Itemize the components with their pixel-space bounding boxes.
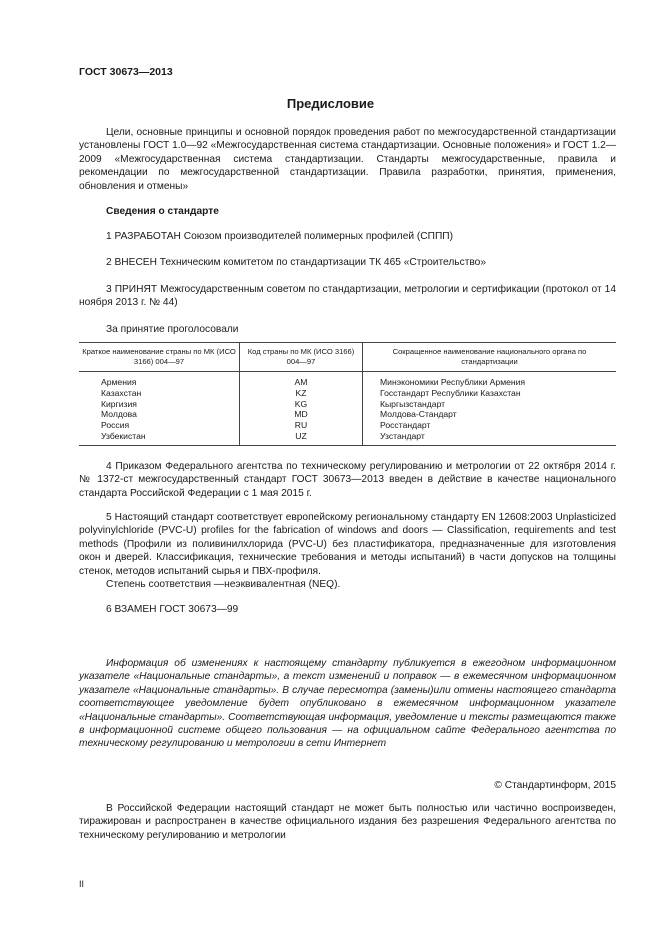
table-row bbox=[79, 399, 616, 410]
copyright-notice: © Стандартинформ, 2015 bbox=[494, 780, 616, 791]
authority-cell: Росстандарт bbox=[363, 420, 617, 431]
item-submitted: 2 ВНЕСЕН Техническим комитетом по стандартизации ТК 465 «Строительство» bbox=[106, 257, 486, 268]
country-cell: Узбекистан bbox=[79, 431, 240, 445]
item-enacted: 4 Приказом Федерального агентства по техническому регулированию и метрологии от 22 октября 2014 г. № 1372-ст межгосударственный стандарт ГОСТ 30673—2013 введен в действие в качестве национального стандарта Российской Федерации с 1 мая 2015 г. bbox=[79, 461, 616, 499]
country-cell: Киргизия bbox=[101, 398, 137, 409]
page-number: II bbox=[79, 879, 85, 889]
item-adopted: 3 ПРИНЯТ Межгосударственным советом по стандартизации, метрологии и сертификации (протокол от 14 ноября 2013 г. № 44) bbox=[79, 284, 616, 309]
doc-code-header: ГОСТ 30673—2013 bbox=[79, 66, 173, 78]
item-developed: 1 РАЗРАБОТАН Союзом производителей полимерных профилей (СППП) bbox=[106, 231, 453, 242]
country-cell: Россия bbox=[101, 420, 130, 431]
vote-table-header bbox=[79, 343, 616, 372]
authority-cell: Кыргызстандарт bbox=[363, 399, 617, 410]
authority-cell: Молдова-Стандарт bbox=[363, 409, 617, 420]
authority-cell: Узстандарт bbox=[363, 431, 617, 445]
conformity-degree: Степень соответствия —неэквивалентная (NEQ). bbox=[106, 579, 341, 591]
code-cell: AM bbox=[240, 372, 363, 388]
authority-cell: Госстандарт Республики Казахстан bbox=[363, 388, 617, 399]
conformity-text: 5 Настоящий стандарт соответствует европейскому региональному стандарту EN 12608:2003 Unplasticized polyvinylchloride (PVC-U) profiles for the fabrication of windows and doors — Classification, requirements and test methods (Профили из поливинилхлорида (PVC-U) без пластификатора, предназначенные для изготовления окон и дверей. Классификация, технические требования и методы испытаний) в части допусков на толщины стенок, методов испытаний сырья и ПВХ-профиля. bbox=[79, 512, 616, 577]
country-cell: Казахстан bbox=[101, 387, 142, 398]
info-heading: Сведения о стандарте bbox=[106, 206, 219, 217]
code-cell: KZ bbox=[240, 388, 363, 399]
vote-table bbox=[79, 342, 616, 446]
header-code: Код страны по МК (ИСО 3166) 004—97 bbox=[240, 343, 363, 372]
code-cell: UZ bbox=[240, 431, 363, 445]
table-row bbox=[79, 409, 616, 420]
header-authority: Сокращенное наименование национального органа по стандартизации bbox=[363, 343, 617, 372]
code-cell: MD bbox=[240, 409, 363, 420]
rights-paragraph: В Российской Федерации настоящий стандарт не может быть полностью или частично воспроизведен, тиражирован и распространен в качестве официального издания без разрешения Федерального агентства по техническому регулированию и метрологии bbox=[79, 803, 616, 841]
vote-intro: За принятие проголосовали bbox=[106, 324, 239, 335]
page-title: Предисловие bbox=[286, 96, 375, 111]
code-cell: KG bbox=[240, 399, 363, 410]
authority-cell: Минэкономики Республики Армения bbox=[363, 372, 617, 388]
changes-info-paragraph: Информация об изменениях к настоящему стандарту публикуется в ежегодном информационном указателе «Национальные стандарты», а текст изменений и поправок — в ежемесячном информационном указателе «Национальные стандарты». В случае пересмотра (замены)или отмены настоящего стандарта соответствующее уведомление будет опубликовано в ежемесячном информационном указателе «Национальные стандарты». Соответствующая информация, уведомление и тексты размещаются также в информационной системе общего пользования — на официальном сайте Федерального агентства по техническому регулированию и метрологии в сети Интернет bbox=[79, 658, 616, 750]
code-cell: RU bbox=[240, 420, 363, 431]
table-row bbox=[79, 431, 616, 445]
intro-paragraph: Цели, основные принципы и основной порядок проведения работ по межгосударственной стандартизации установлены ГОСТ 1.0—92 «Межгосударственная система стандартизации. Основные положения» и ГОСТ 1.2—2009 «Межгосударственная система стандартизации. Стандарты межгосударственные, правила и рекомендации по межгосударственной стандартизации. Правила разработки, принятия, применения, обновления и отмены» bbox=[79, 127, 617, 192]
table-row bbox=[79, 388, 616, 399]
header-country: Краткое наименование страны по МК (ИСО 3166) 004—97 bbox=[79, 343, 240, 372]
item-conformity bbox=[79, 511, 616, 591]
item-replaces: 6 ВЗАМЕН ГОСТ 30673—99 bbox=[106, 604, 239, 615]
country-cell: Армения bbox=[101, 377, 137, 387]
table-row bbox=[79, 372, 616, 388]
table-row bbox=[79, 420, 616, 431]
country-cell: Молдова bbox=[101, 409, 137, 420]
